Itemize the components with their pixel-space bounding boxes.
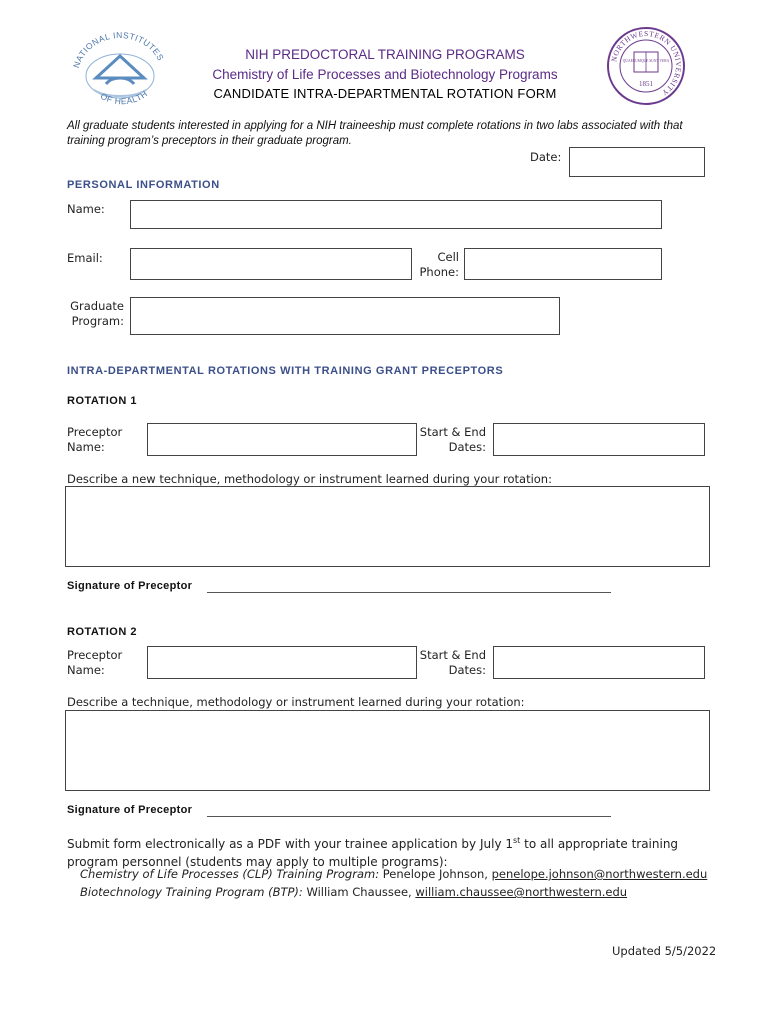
contact-btp-program: Biotechnology Training Program (BTP): <box>80 885 303 899</box>
contact-clp-email-link[interactable]: penelope.johnson@northwestern.edu <box>491 867 708 881</box>
rotations-heading: INTRA-DEPARTMENTAL ROTATIONS WITH TRAINING GRANT PRECEPTORS <box>67 365 504 377</box>
rotation2-signature-line[interactable] <box>207 816 611 817</box>
rotation2-preceptor-line2: Name: <box>67 663 105 677</box>
rotation1-signature-line[interactable] <box>207 592 611 593</box>
rotation1-dates-line2: Dates: <box>448 440 486 454</box>
rotation1-describe-label: Describe a new technique, methodology or instrument learned during your rotation: <box>67 472 552 486</box>
svg-text:1851: 1851 <box>639 80 653 88</box>
submit-text-b: to all appropriate training program personnel (students may apply to multiple programs): <box>67 837 679 869</box>
rotation1-signature-label: Signature of Preceptor <box>67 580 193 592</box>
rotation1-preceptor-line1: Preceptor <box>67 425 123 439</box>
graduate-program-label <box>60 299 124 329</box>
svg-text:NATIONAL INSTITUTES: NATIONAL INSTITUTES <box>71 29 166 70</box>
header-line-1: NIH PREDOCTORAL TRAINING PROGRAMS <box>245 47 525 62</box>
intro-text: All graduate students interested in applying for a NIH traineeship must complete rotations in two labs associated with that training program’s preceptors in their graduate program. <box>67 120 683 147</box>
email-label: Email: <box>67 251 103 265</box>
rotation2-describe-field[interactable] <box>65 710 710 791</box>
date-field[interactable] <box>569 147 705 177</box>
date-label: Date: <box>530 150 562 164</box>
rotation2-heading: ROTATION 2 <box>67 626 137 638</box>
rotation2-dates-line1: Start & End <box>419 648 486 662</box>
name-label: Name: <box>67 202 105 216</box>
cell-phone-label <box>400 250 459 280</box>
rotation1-preceptor-label <box>67 425 122 455</box>
contact-clp-person: Penelope Johnson, <box>382 867 492 881</box>
rotation1-dates-label <box>406 425 486 455</box>
program-label-line2: Program: <box>71 314 124 328</box>
rotation1-heading: ROTATION 1 <box>67 395 137 407</box>
svg-text:OF HEALTH: OF HEALTH <box>98 88 150 107</box>
submit-text-a: Submit form electronically as a PDF with your trainee application by July 1 <box>67 837 513 851</box>
cell-phone-field[interactable] <box>464 248 662 280</box>
header-line-2: Chemistry of Life Processes and Biotechnology Programs <box>212 67 558 82</box>
name-field[interactable] <box>130 200 662 229</box>
rotation1-dates-line1: Start & End <box>419 425 486 439</box>
personal-info-heading: PERSONAL INFORMATION <box>67 179 220 191</box>
rotation2-dates-label <box>406 648 486 678</box>
updated-date: Updated 5/5/2022 <box>612 944 717 958</box>
contact-clp-program: Chemistry of Life Processes (CLP) Training Program: <box>80 867 380 881</box>
rotation2-preceptor-label <box>67 648 122 678</box>
rotation2-preceptor-field[interactable] <box>147 646 417 679</box>
graduate-program-field[interactable] <box>130 297 560 335</box>
contact-btp-person: William Chaussee, <box>306 885 416 899</box>
rotation1-preceptor-line2: Name: <box>67 440 105 454</box>
rotation2-signature-label: Signature of Preceptor <box>67 804 193 816</box>
cell-label-line2: Phone: <box>419 265 459 279</box>
program-label-line1: Graduate <box>70 299 124 313</box>
contact-btp-email-link[interactable]: william.chaussee@northwestern.edu <box>415 885 628 899</box>
rotation2-describe-label: Describe a technique, methodology or instrument learned during your rotation: <box>67 695 525 709</box>
form-title: CANDIDATE INTRA-DEPARTMENTAL ROTATION FORM <box>213 86 557 101</box>
cell-label-line1: Cell <box>437 250 459 264</box>
rotation1-preceptor-field[interactable] <box>147 423 417 456</box>
svg-text:NORTHWESTERN UNIVERSITY: NORTHWESTERN UNIVERSITY <box>609 28 684 98</box>
rotation2-dates-line2: Dates: <box>448 663 486 677</box>
rotation2-dates-field[interactable] <box>493 646 705 679</box>
svg-text:QUAECUMQUE SUNT VERA: QUAECUMQUE SUNT VERA <box>622 59 670 63</box>
contact-btp <box>80 883 720 901</box>
rotation1-dates-field[interactable] <box>493 423 705 456</box>
rotation2-preceptor-line1: Preceptor <box>67 648 123 662</box>
submit-sup: st <box>513 836 521 845</box>
contact-clp <box>80 865 720 883</box>
email-field[interactable] <box>130 248 412 280</box>
rotation1-describe-field[interactable] <box>65 486 710 567</box>
